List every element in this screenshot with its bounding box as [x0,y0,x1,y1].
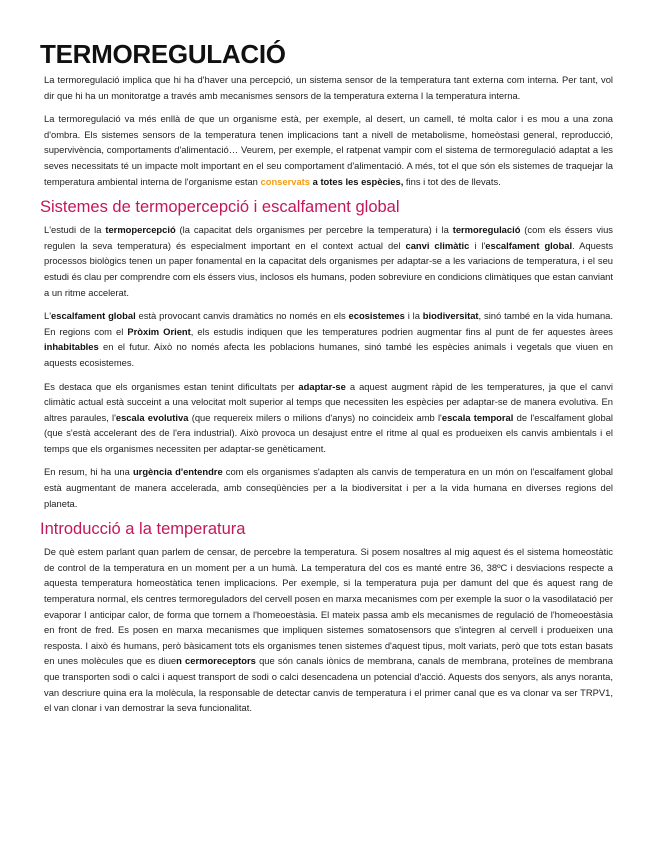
text-segment: En resum, hi ha una [44,466,133,478]
intro-paragraph-2: La termoregulació va més enllà de que un organisme està, per exemple, al desert, un camell, té molta calor i es mou a una zona d'ombra. Els sistemes sensors de la temperatura tenen implicacions tant a nivell de metabolisme, homeòstasi general, reproducció, supervivència, comportaments d'alimentació… Veurem, per exemple, el ratpenat vampir com el sistema de termoregulació adaptat a les seves necessitats té un impacte molt important en el seu comportament d'alimentació. A més, tot el que són els sistemes de traquejar la temperatura ambiental interna de l'organisme estan conservats a totes les espècies, fins i tot des de llevats. [44,113,613,187]
text-segment: (que requereix milers o milions d'anys) no coincideix amb l' [188,411,442,423]
text-segment: de l'escalfament global (que s'està accelerant des de l'era industrial). Això provoca un desajust entre el ritme al qual es produeixen els canvis ambientals i el temps que els organismes necessiten per adaptar-se genèticament. [44,411,614,454]
section2-paragraph-1 [40,544,613,716]
text-segment: a aquest augment ràpid de les temperatures, ja que el canvi climàtic actual està succeint a una velocitat molt superior al temps que necessiten les espècies per adaptar-se de manera evolutiva. En altres paraules, l' [44,380,613,423]
text-segment: i l' [469,239,486,251]
bold-term: biodiversitat [422,310,479,322]
bold-term: inhabitables [44,341,99,353]
text-segment: que són canals iònics de membrana, canals de membrana, proteïnes de membrana que transporten sodi o calci i aquest transport de sodi o calci desencadena un potencial d'acció. Aquests dos senyors, als anys noranta, van descriure quina era la molècula, la responsable de detectar canvis de temperatura i el primer canal que es va clonar va ser TRPV1, el van clonar i van demostrar la seva funcionalitat. [44,655,613,714]
bold-term: escalfament global [51,310,136,322]
bold-term: Pròxim Orient [127,325,191,337]
text-segment: L'estudi de la [44,224,106,236]
text-segment: (la capacitat dels organismes per percebre la temperatura) i la [175,224,453,236]
bold-term: ecosistemes [348,310,405,322]
bold-term: escala temporal [441,411,514,423]
intro-paragraph-1: La termoregulació implica que hi ha d'haver una percepció, un sistema sensor de la temperatura tant externa com interna. Per tant, vol dir que hi ha un monitoratge a través amb mecanismes sensors de la temperatura externa I la temperatura interna. [44,74,613,101]
text-segment: L' [44,310,52,322]
section1-paragraph-3 [40,379,613,457]
text-segment: Es destaca que els organismes estan tenint dificultats per [44,380,299,392]
text-segment: i la [404,310,423,322]
document-title: TERMOREGULACIÓ [40,39,286,69]
bold-term: adaptar-se [298,380,346,392]
highlight-conservats: conservats [260,175,311,187]
section1-paragraph-2 [40,308,613,370]
text-segment: De què estem parlant quan parlem de censar, de percebre la temperatura. Si posem nosaltres al mig aquest és el sistema homeostàtic de control de la temperatura en un moment per a un humà. La temperatura del cos es manté entre 36, 38ºC i desviacions respecte a aquesta temperatura homeostàtica tenen implicacions. Per exemple, si la temperatura puja per damunt del que és aquest rang de temperatura normal, els centres termoreguladors del cervell posen en marxa mecanismes com per exemple la suor o la vasodilatació per evaporar I anticipar calor, de forma que tornem a l'homeoestàsia. El mateix passa amb els mecanismes de regulació de l'homeoestàsia en front de fred. Es posen en marxa mecanismes que impliquen sistemes somatosensors que s'integren al cervell i produeixen una resposta. I això és humans, però bàsicament tots els organismes tenen sistemes d'aquest tipus, molt variats, però que tots estan basats en unes molècules que es diue [44,546,614,667]
bold-term: termopercepció [105,224,176,236]
text-segment: com els organismes s'adapten als canvis de temperatura en un món on l'escalfament global està augmentant de manera accelerada, amb conseqüències per a la biodiversitat i per a la vida humana en diverses regions del planeta. [44,466,613,509]
bold-term: canvi climàtic [405,239,470,251]
bold-term: escalfament global [485,239,573,251]
bold-term: termoregulació [452,224,521,236]
text-segment: en el futur. Això no només afecta les poblacions humanes, sinó també les espècies animals i vegetals que viuen en aquests ecosistemes. [44,341,613,368]
text-segment: . Aquests processos biològics tenen un paper fonamental en la capacitat dels organismes per adaptar-se a les variacions de temperatura, i el seu estudi és clau per comprendre com els éssers vius, inclosos els humans, poden sobreviure en condicions climàtiques que estan canviant a un ritme accelerat. [44,239,614,298]
section1-paragraph-1 [40,222,613,300]
bold-term: n cermoreceptors [176,655,256,667]
bold-term: urgència d'entendre [132,466,223,478]
text-segment: , sinó també en la vida humana. En regions com el [44,310,613,337]
text-segment: està provocant canvis dramàtics no només en els [135,310,349,322]
section1-paragraph-4 [40,464,613,511]
text-segment: , els estudis indiquen que les temperatures podrien augmentar fins al punt de fer aquestes àrees [190,325,613,337]
bold-term: escala evolutiva [115,411,189,423]
text-segment: (com els éssers vius regulen la seva temperatura) és especialment important en el context actual del [44,224,613,251]
section-heading-temperatura: Introducció a la temperatura [40,520,246,539]
section-heading-termopercepcio: Sistemes de termopercepció i escalfament global [40,198,400,217]
